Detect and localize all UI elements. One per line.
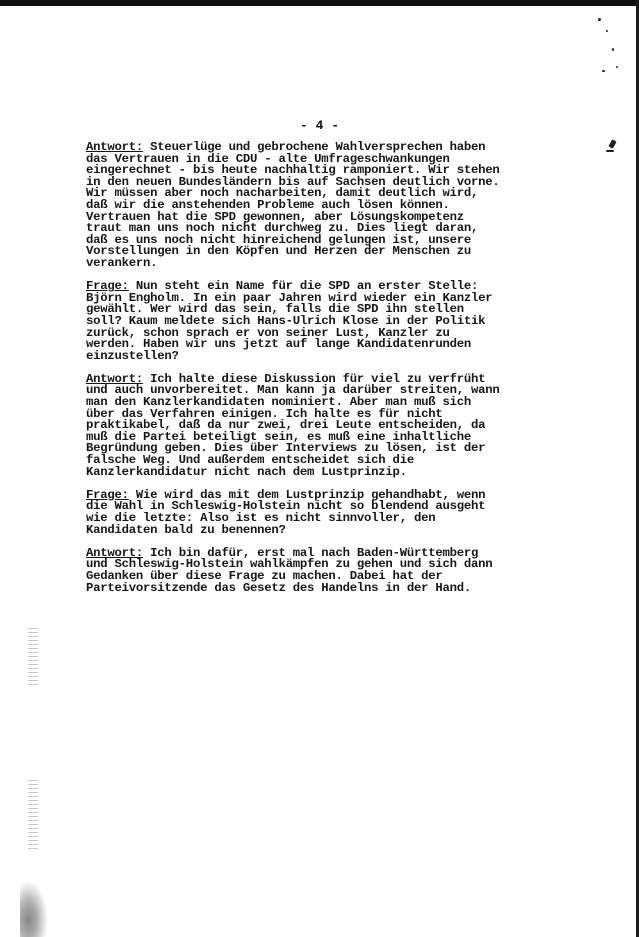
document-body xyxy=(86,142,506,606)
text-line: Parteivorsitzende das Gesetz des Handelns in der Hand. xyxy=(86,580,471,595)
speaker-label: Frage: xyxy=(86,279,129,294)
text-line-content: Steuerlüge und gebrochene Wahlversprechen haben xyxy=(143,140,486,154)
speaker-label: Antwort: xyxy=(86,545,144,560)
scan-speck xyxy=(606,150,614,152)
text-line: in den neuen Bundesländern bis auf Sachsen deutlich vorne. xyxy=(86,174,500,189)
text-line: die Wahl in Schleswig-Holstein nicht so blendend ausgeht xyxy=(86,499,486,514)
interview-paragraph xyxy=(86,487,506,537)
scan-speck xyxy=(606,30,608,32)
text-line: traut man uns noch nicht durchweg zu. Dies liegt daran, xyxy=(86,221,479,236)
text-line: verankern. xyxy=(86,255,158,270)
text-line: Vertrauen hat die SPD gewonnen, aber Lösungskompetenz xyxy=(86,209,464,224)
text-line-content: Wie wird das mit dem Lustprinzip gehandhabt, wenn xyxy=(128,487,486,502)
text-line: werden. Haben wir uns jetzt auf lange Kandidatenrunden xyxy=(86,337,471,352)
text-line: wie die letzte: Also ist es nicht sinnvoller, den xyxy=(86,511,436,525)
scan-speck xyxy=(608,139,616,148)
text-line: Björn Engholm. In ein paar Jahren wird wieder ein Kanzler xyxy=(86,290,493,305)
text-line: und Schleswig-Holstein wahlkämpfen zu gehen und sich dann xyxy=(86,557,493,572)
text-line: und auch unvorbereitet. Man kann ja darüber streiten, wann xyxy=(86,383,500,398)
text-line-content: Ich halte diese Diskussion für viel zu verfrüht xyxy=(143,371,486,386)
scan-corner-noise xyxy=(20,880,48,937)
text-line: Gedanken über diese Frage zu machen. Dabei hat der xyxy=(86,568,443,583)
text-line: gewählt. Wer wird das sein, falls die SPD ihn stellen xyxy=(86,302,464,317)
text-line: einzustellen? xyxy=(86,348,179,363)
text-line: soll? Kaum meldete sich Hans-Ulrich Klose in der Politik xyxy=(86,313,486,328)
text-line: man den Kanzlerkandidaten nominiert. Aber man muß sich xyxy=(86,395,471,410)
text-line-content: Nun steht ein Name für die SPD an erster Stelle: xyxy=(128,279,479,294)
text-line: zurück, schon sprach er von seiner Lust, Kanzler zu xyxy=(86,325,450,340)
page-number: - 4 - xyxy=(299,118,339,133)
text-line: Kandidaten bald zu benennen? xyxy=(86,522,286,537)
scan-left-noise xyxy=(28,780,38,850)
text-line: praktikabel, daß da nur zwei, drei Leute entscheiden, da xyxy=(86,418,486,433)
scan-speck xyxy=(602,70,605,72)
text-line: Kanzlerkandidatur nicht nach dem Lustprinzip. xyxy=(86,464,407,479)
scan-speck xyxy=(616,66,618,68)
text-line: falsche Weg. Und außerdem entscheidet sich die xyxy=(86,453,414,468)
scan-speck xyxy=(612,48,614,51)
text-line-content: Ich bin dafür, erst mal nach Baden-Württemberg xyxy=(143,545,479,560)
text-line: muß die Partei beteiligt sein, es muß eine inhaltliche xyxy=(86,429,471,444)
text-line: über das Verfahren einigen. Ich halte es für nicht xyxy=(86,406,443,421)
text-line: daß wir die anstehenden Probleme auch lösen können. xyxy=(86,197,450,212)
text-line: eingerechnet - bis heute nachhaltig ramponiert. Wir stehen xyxy=(86,163,500,178)
text-line: das Vertrauen in die CDU - alte Umfrageschwankungen xyxy=(86,151,450,166)
interview-paragraph xyxy=(86,142,506,270)
scan-speck xyxy=(598,18,601,21)
text-line: Begründung geben. Dies über Interviews zu lösen, ist der xyxy=(86,441,486,456)
text-line: Vorstellungen in den Köpfen und Herzen der Menschen zu xyxy=(86,244,471,259)
interview-paragraph xyxy=(86,281,506,362)
text-line: Wir müssen aber noch nacharbeiten, damit deutlich wird, xyxy=(86,186,479,201)
speaker-label: Frage: xyxy=(86,487,129,502)
speaker-label: Antwort: xyxy=(86,140,144,154)
scan-top-border xyxy=(0,0,639,6)
scan-left-noise xyxy=(28,628,38,688)
interview-paragraph xyxy=(86,371,506,479)
interview-paragraph xyxy=(86,545,506,595)
speaker-label: Antwort: xyxy=(86,371,144,386)
text-line: daß es uns noch nicht hinreichend gelungen ist, unsere xyxy=(86,232,471,247)
